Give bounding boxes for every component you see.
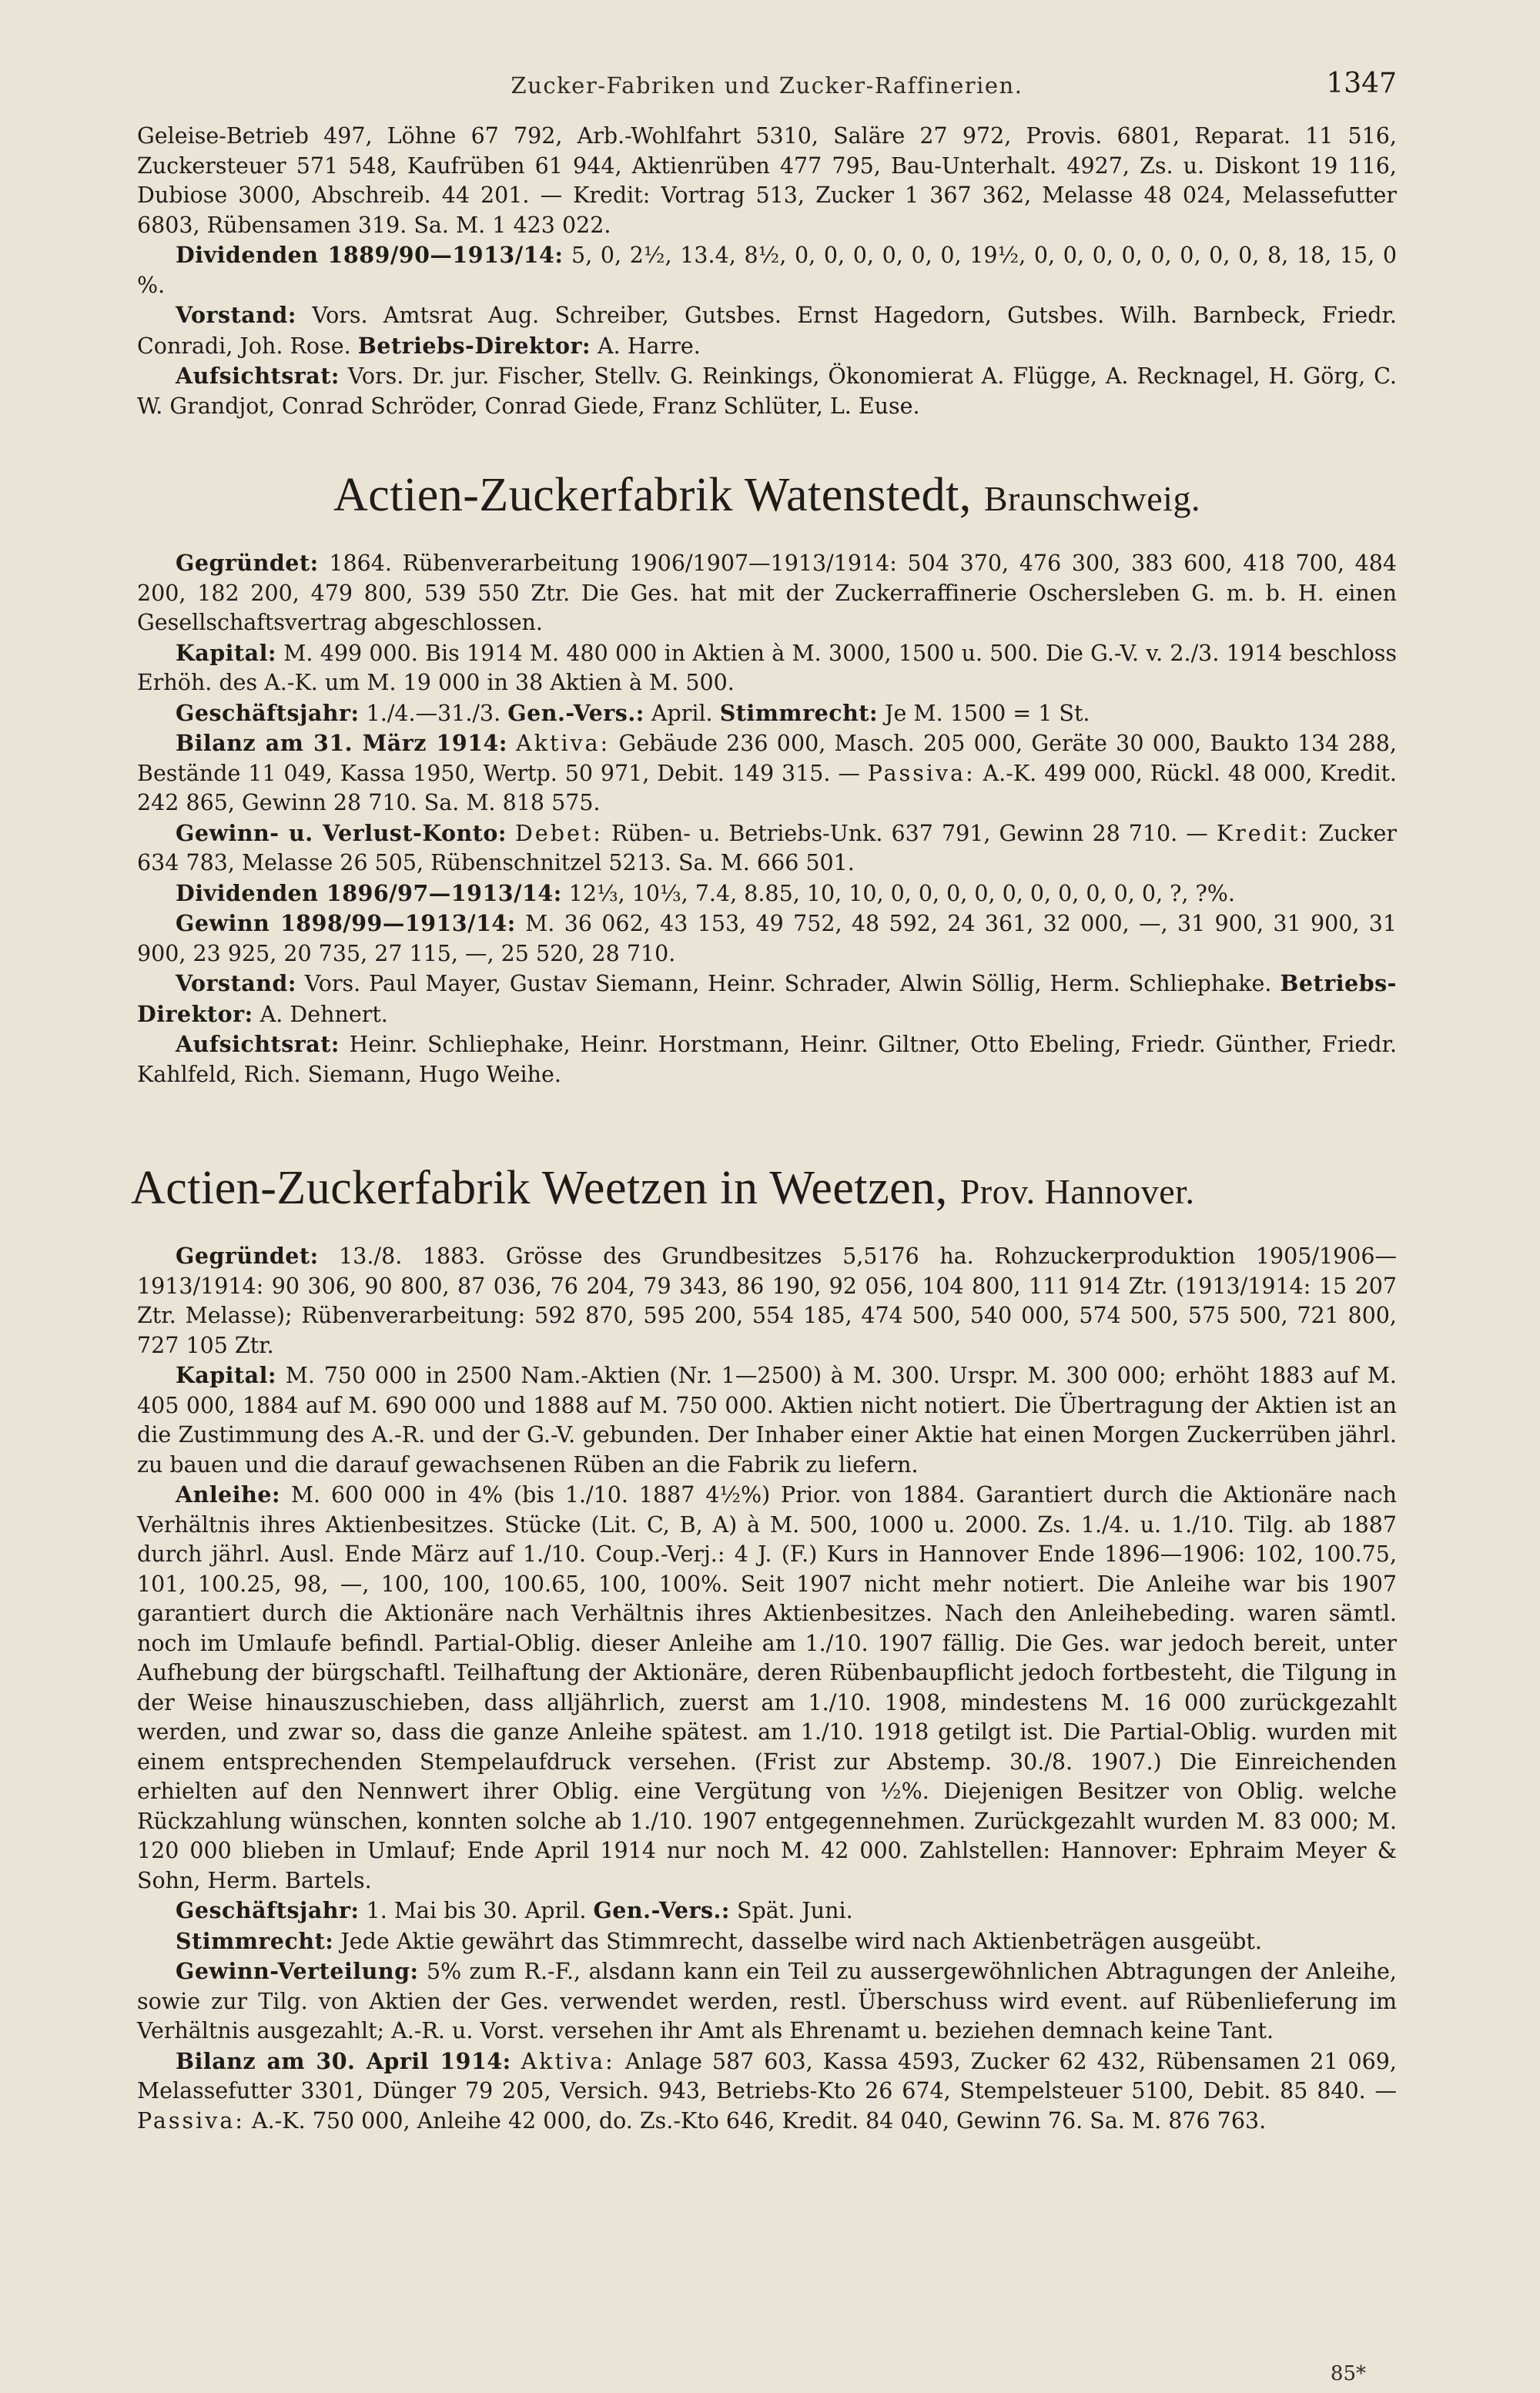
- page-number: 1347: [1326, 68, 1397, 99]
- gegruendet-paragraph: Gegründet: 13./8. 1883. Grösse des Grundbesitzes 5,5176 ha. Rohzuckerproduktion 1905/1906—1913/1914: 90 306, 90 800, 87 036, 76 204, 79 343, 86 190, 92 056, 104 800, 111 914 Ztr. (1913/1914: 15 207 Ztr. Melasse); Rübenverarbeitung: 592 870, 595 200, 554 185, 474 500, 540 000, 574 500, 575 500, 721 800, 727 105 Ztr.: [137, 1243, 1398, 1358]
- bilanz-paragraph: Bilanz am 30. April 1914: Aktiva: Anlage 587 603, Kassa 4593, Zucker 62 432, Rübensamen 21 069, Melassefutter 3301, Dünger 79 205, Versich. 943, Betriebs-Kto 26 674, Stempelsteuer 5100, Debit. 85 840. — Passiva: A.-K. 750 000, Anleihe 42 000, do. Zs.-Kto 646, Kredit. 84 040, Gewinn 76. Sa. M. 876 763.: [137, 2047, 1397, 2134]
- dividenden-paragraph: Dividenden 1896/97—1913/14: 12⅓, 10⅓, 7.4, 8.85, 10, 10, 0, 0, 0, 0, 0, 0, 0, 0, 0, 0, ?, ?%.: [176, 879, 1235, 906]
- gewinn-paragraph: Gewinn 1898/99—1913/14: M. 36 062, 43 153, 49 752, 48 592, 24 361, 32 000, —, 31 900, 31 900, 31 900, 23 925, 20 735, 27 115, —, 25 520, 28 710.: [137, 910, 1397, 966]
- kapital-paragraph: Kapital: M. 750 000 in 2500 Nam.-Aktien (Nr. 1—2500) à M. 300. Urspr. M. 300 000; erhöht 1883 auf M. 405 000, 1884 auf M. 690 000 und 1888 auf M. 750 000. Aktien nicht notiert. Die Übertragung der Aktien ist an die Zustimmung des A.-R. und der G.-V. gebunden. Der Inhaber einer Aktie hat einen Morgen Zuckerrüben jährl. zu bauen und die darauf gewachsenen Rüben an die Fabrik zu liefern.: [137, 1362, 1397, 1478]
- dividenden-paragraph: Dividenden 1889/90—1913/14: 5, 0, 2½, 13.4, 8½, 0, 0, 0, 0, 0, 0, 19½, 0, 0, 0, 0, 0, 0, 0, 0, 8, 18, 15, 0 %.: [137, 242, 1397, 298]
- gewinnverteilung-paragraph: Gewinn-Verteilung: 5% zum R.-F., alsdann kann ein Teil zu aussergewöhnlichen Abtragungen der Anleihe, sowie zur Tilg. von Aktien der Ges. verwendet werden, restl. Überschuss wird event. auf Rübenlieferung im Verhältnis ausgezahlt; A.-R. u. Vorst. versehen ihr Amt als Ehrenamt u. beziehen demnach keine Tant.: [137, 1958, 1397, 2043]
- guv-paragraph: Gewinn- u. Verlust-Konto: Debet: Rüben- u. Betriebs-Unk. 637 791, Gewinn 28 710. — Kredit: Zucker 634 783, Melasse 26 505, Rübenschnitzel 5213. Sa. M. 666 501.: [137, 819, 1398, 875]
- vorstand-paragraph: Vorstand: Vors. Paul Mayer, Gustav Siemann, Heinr. Schrader, Alwin Söllig, Herm. Schliephake. Betriebs-Direktor: A. Dehnert.: [137, 970, 1397, 1027]
- aufsichtsrat-paragraph: Aufsichtsrat: Heinr. Schliephake, Heinr. Horstmann, Heinr. Giltner, Otto Ebeling, Friedr. Günther, Friedr. Kahlfeld, Rich. Siemann, Hugo Weihe.: [137, 1031, 1397, 1087]
- section-title-weetzen: Actien-Zuckerfabrik Weetzen in Weetzen, Prov. Hannover.: [131, 1162, 1195, 1214]
- anleihe-paragraph: Anleihe: M. 600 000 in 4% (bis 1./10. 1887 4½%) Prior. von 1884. Garantiert durch die Aktionäre nach Verhältnis ihres Aktienbesitzes. Stücke (Lit. C, B, A) à M. 500, 1000 u. 2000. Zs. 1./4. u. 1./10. Tilg. ab 1887 durch jährl. Ausl. Ende März auf 1./10. Coup.-Verj.: 4 J. (F.) Kurs in Hannover Ende 1896—1906: 102, 100.75, 101, 100.25, 98, —, 100, 100, 100.65, 100, 100%. Seit 1907 nicht mehr notiert. Die Anleihe war bis 1907 garantiert durch die Aktionäre nach Verhältnis ihres Aktienbesitzes. Nach den Anleihebeding. waren sämtl. noch im Umlaufe befindl. Partial-Oblig. dieser Anleihe am 1./10. 1907 fällig. Die Ges. war jedoch bereit, unter Aufhebung der bürgschaftl. Teilhaftung der Aktionäre, deren Rübenbaupflicht jedoch fortbesteht, die Tilgung in der Weise hinauszuschieben, dass alljährlich, zuerst am 1./10. 1908, mindestens M. 16 000 zurückgezahlt werden, und zwar so, dass die ganze Anleihe spätest. am 1./10. 1918 getilgt ist. Die Partial-Oblig. wurden mit einem entsprechenden Stempelaufdruck versehen. (Frist zur Abstemp. 30./8. 1907.) Die Einreichenden erhielten auf den Nennwert ihrer Oblig. eine Vergütung von ½%. Diejenigen Besitzer von Oblig. welche Rückzahlung wünschen, konnten solche ab 1./10. 1907 entgegennehmen. Zurückgezahlt wurden M. 83 000; M. 120 000 blieben in Umlauf; Ende April 1914 nur noch M. 42 000. Zahlstellen: Hannover: Ephraim Meyer & Sohn, Herm. Bartels.: [137, 1481, 1398, 1893]
- entry-weetzen: [137, 1241, 1397, 2136]
- stimmrecht-paragraph: Stimmrecht: Jede Aktie gewährt das Stimmrecht, dasselbe wird nach Aktienbeträgen ausgeübt.: [176, 1927, 1262, 1954]
- running-title: Zucker-Fabriken und Zucker-Raffinerien.: [511, 72, 1023, 99]
- continuation-entry: [137, 122, 1397, 421]
- signature-mark: 85*: [1330, 2362, 1366, 2385]
- aufsichtsrat-paragraph: Aufsichtsrat: Vors. Dr. jur. Fischer, Stellv. G. Reinkings, Ökonomierat A. Flügge, A. Recknagel, H. Görg, C. W. Grandjot, Conrad Schröder, Conrad Giede, Franz Schlüter, L. Euse.: [137, 363, 1397, 419]
- geschaeftsjahr-paragraph: Geschäftsjahr: 1. Mai bis 30. April. Gen.-Vers.: Spät. Juni.: [176, 1897, 853, 1923]
- bilanz-paragraph: Bilanz am 31. März 1914: Aktiva: Gebäude 236 000, Masch. 205 000, Geräte 30 000, Baukto 134 288, Bestände 11 049, Kassa 1950, Wertp. 50 971, Debit. 149 315. — Passiva: A.-K. 499 000, Rückl. 48 000, Kredit. 242 865, Gewinn 28 710. Sa. M. 818 575.: [137, 730, 1397, 815]
- continuation-lines: Geleise-Betrieb 497, Löhne 67 792, Arb.-Wohlfahrt 5310, Saläre 27 972, Provis. 6801, Reparat. 11 516, Zuckersteuer 571 548, Kaufrüben 61 944, Aktienrüben 477 795, Bau-Unterhalt. 4927, Zs. u. Diskont 19 116, Dubiose 3000, Abschreib. 44 201. — Kredit: Vortrag 513, Zucker 1 367 362, Melasse 48 024, Melassefutter 6803, Rübensamen 319. Sa. M. 1 423 022.: [137, 123, 1397, 238]
- section-title-watenstedt: Actien-Zuckerfabrik Watenstedt, Braunschweig.: [333, 469, 1200, 521]
- page-header: [137, 68, 1397, 122]
- entry-watenstedt: [137, 548, 1397, 1089]
- geschaeftsjahr-paragraph: Geschäftsjahr: 1./4.—31./3. Gen.-Vers.: April. Stimmrecht: Je M. 1500 = 1 St.: [176, 699, 1090, 726]
- gegruendet-paragraph: Gegründet: 1864. Rübenverarbeitung 1906/1907—1913/1914: 504 370, 476 300, 383 600, 418 700, 484 200, 182 200, 479 800, 539 550 Ztr. Die Ges. hat mit der Zuckerraffinerie Oschersleben G. m. b. H. einen Gesellschaftsvertrag abgeschlossen.: [137, 550, 1397, 635]
- vorstand-paragraph: Vorstand: Vors. Amtsrat Aug. Schreiber, Gutsbes. Ernst Hagedorn, Gutsbes. Wilh. Barnbeck, Friedr. Conradi, Joh. Rose. Betriebs-Direktor: A. Harre.: [137, 302, 1397, 359]
- kapital-paragraph: Kapital: M. 499 000. Bis 1914 M. 480 000 in Aktien à M. 3000, 1500 u. 500. Die G.-V. v. 2./3. 1914 beschloss Erhöh. des A.-K. um M. 19 000 in 38 Aktien à M. 500.: [137, 639, 1397, 695]
